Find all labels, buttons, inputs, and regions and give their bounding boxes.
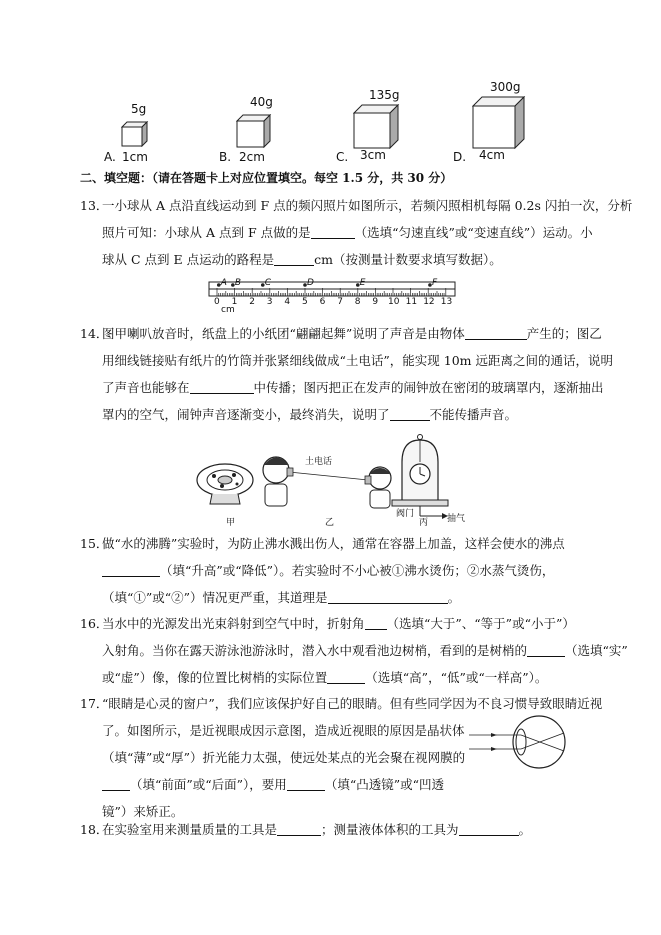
q18-blank-2[interactable] — [459, 822, 519, 836]
option-b-mass: 40g — [250, 95, 273, 109]
q17-line3: （填“薄”或“厚”）折光能力太强，使远处某点的光会聚在视网膜的 — [102, 750, 466, 765]
ruler-tick-label: 2 — [249, 297, 255, 307]
q14-line1: 图甲喇叭放音时，纸盘上的小纸团“翩翩起舞”说明了声音是由物体 产生的；图乙 — [102, 326, 602, 341]
ruler-point-label: F — [431, 278, 438, 288]
fig-label-pump: 抽气 — [447, 514, 466, 524]
ruler-tick-label: 11 — [405, 297, 418, 307]
q14-line2: 用细线链接贴有纸片的竹筒并张紧细线做成“土电话”，能实现 10m 远距离之间的通话，说明 — [102, 353, 613, 368]
option-d-size: 4cm — [479, 148, 505, 162]
ruler-tick-label: 1 — [231, 297, 238, 307]
q13-line1: 一小球从 A 点沿直线运动到 F 点的频闪照片如图所示，若频闪照相机每隔 0.2s 闪拍一次，分析 — [102, 198, 633, 213]
option-b-size: 2cm — [239, 150, 265, 164]
q15-blank-3[interactable] — [328, 590, 448, 604]
option-d-mass: 300g — [490, 80, 521, 94]
option-a-mass: 5g — [131, 102, 147, 116]
speaker-drawing — [197, 464, 253, 504]
fig-label-yi: 乙 — [325, 518, 335, 528]
q17-line4: （填“前面”或“后面”），要用 （填“凸透镜”或“凹透 — [102, 775, 444, 794]
q13-line2: 照片可知：小球从 A 点到 F 点做的是 （选填“匀速直线”或“变速直线”）运动。小 — [102, 225, 593, 240]
q14-line3: 了声音也能够在 中传播；图丙把正在发声的闹钟放在密闭的玻璃罩内，逐渐抽出 — [102, 380, 604, 395]
ruler-point-label: E — [359, 278, 366, 288]
option-a-size: 1cm — [122, 150, 148, 164]
cube-a-figure — [121, 121, 149, 147]
ruler-tick-label: 4 — [284, 297, 291, 307]
q15-number: 15． — [80, 536, 109, 551]
sound-figures — [192, 432, 462, 524]
section-title: 二、填空题：（请在答题卡上对应位置填空。每空 1.5 分，共 30 分） — [80, 171, 453, 185]
cube-d-figure — [472, 96, 526, 149]
option-c-mass: 135g — [369, 88, 400, 102]
q16-line2: 入射角。当你在露天游泳池游泳时，潜入水中观看池边树梢，看到的是树梢的 （选填“实” — [102, 643, 628, 658]
cube-b-figure — [236, 114, 272, 148]
option-a-letter: A. — [104, 150, 116, 164]
q17-line5: 镜”）来矫正。 — [102, 804, 184, 819]
ruler-tick-label: 8 — [354, 297, 361, 307]
q14-blank-2[interactable] — [190, 380, 254, 394]
option-d-letter: D. — [453, 150, 467, 164]
q14-blank-3[interactable] — [390, 407, 430, 421]
q18-blank-1[interactable] — [277, 822, 321, 836]
option-b-letter: B. — [219, 150, 232, 164]
q17-blank-3[interactable] — [287, 777, 325, 791]
ruler-tick-label: 13 — [440, 297, 453, 307]
q16-number: 16． — [80, 616, 109, 631]
q18-number: 18． — [80, 822, 109, 837]
ruler-point-label: A — [220, 278, 227, 288]
q15-line2: （填“升高”或“降低”）。若实验时不小心被①沸水烫伤；②水蒸气烫伤， — [102, 561, 554, 580]
q16-blank-1[interactable] — [365, 616, 387, 630]
q16-line3: 或“虚”）像，像的位置比树梢的实际位置 （选填“高”，“低”或“一样高”）。 — [102, 670, 548, 685]
q16-line1: 当水中的光源发出光束斜射到空气中时，折射角 （选填“大于”、“等于”或“小于”） — [102, 616, 575, 631]
q16-blank-2[interactable] — [527, 643, 565, 657]
q17-blank-2[interactable] — [102, 777, 130, 791]
ruler-tick-label: 3 — [266, 297, 273, 307]
ruler-tick-label: 12 — [423, 297, 435, 307]
q13-line3: 球从 C 点到 E 点运动的路程是 cm（按测量计数要求填写数据）。 — [102, 252, 502, 267]
q13-number: 13． — [80, 198, 109, 213]
ruler-unit-label: cm — [221, 305, 235, 315]
q14-line4: 罩内的空气，闹钟声音逐渐变小，最终消失，说明了 不能传播声音。 — [102, 407, 518, 422]
q15-line3: （填“①”或“②”）情况更严重，其道理是 。 — [102, 590, 461, 605]
ruler-tick-label: 0 — [214, 297, 220, 307]
q15-line1: 做“水的沸腾”实验时，为防止沸水溅出伤人，通常在容器上加盖，这样会使水的沸点 — [102, 536, 565, 551]
option-c-size: 3cm — [360, 148, 386, 162]
q13-blank-1[interactable] — [311, 225, 355, 239]
ruler-point-label: B — [234, 278, 242, 288]
q15-blank-1[interactable] — [102, 563, 160, 577]
ruler-tick-label: 6 — [319, 297, 326, 307]
ruler-tick-label: 7 — [337, 297, 343, 307]
fig-label-bing: 丙 — [419, 518, 429, 528]
ruler-tick-label: 10 — [388, 297, 400, 307]
ruler-tick-label: 9 — [372, 297, 379, 307]
ruler-point-label: C — [264, 278, 272, 288]
q17-line2: 了。如图所示，是近视眼成因示意图，造成近视眼的原因是晶状体 — [102, 723, 465, 738]
cube-c-figure — [353, 104, 400, 149]
q14-number: 14． — [80, 326, 109, 341]
q16-blank-3[interactable] — [327, 670, 365, 684]
ruler-tick-label: 5 — [302, 297, 308, 307]
q17-number: 17． — [80, 696, 109, 711]
fig-label-phone: 土电话 — [305, 457, 333, 467]
ruler-labels — [205, 280, 460, 316]
q18-line1: 在实验室用来测量质量的工具是 ；测量液体体积的工具为 。 — [102, 822, 532, 837]
q14-blank-1[interactable] — [465, 326, 527, 340]
fig-label-valve: 阀门 — [396, 509, 415, 519]
q13-blank-2[interactable] — [274, 252, 314, 266]
option-c-letter: C. — [336, 150, 349, 164]
fig-label-jia: 甲 — [226, 518, 236, 528]
ruler-point-label: D — [307, 278, 314, 288]
q17-line1: “眼睛是心灵的窗户”，我们应该保护好自己的眼睛。但有些同学因为不良习惯导致眼睛近视 — [102, 696, 603, 711]
myopia-eye-diagram — [467, 713, 577, 771]
